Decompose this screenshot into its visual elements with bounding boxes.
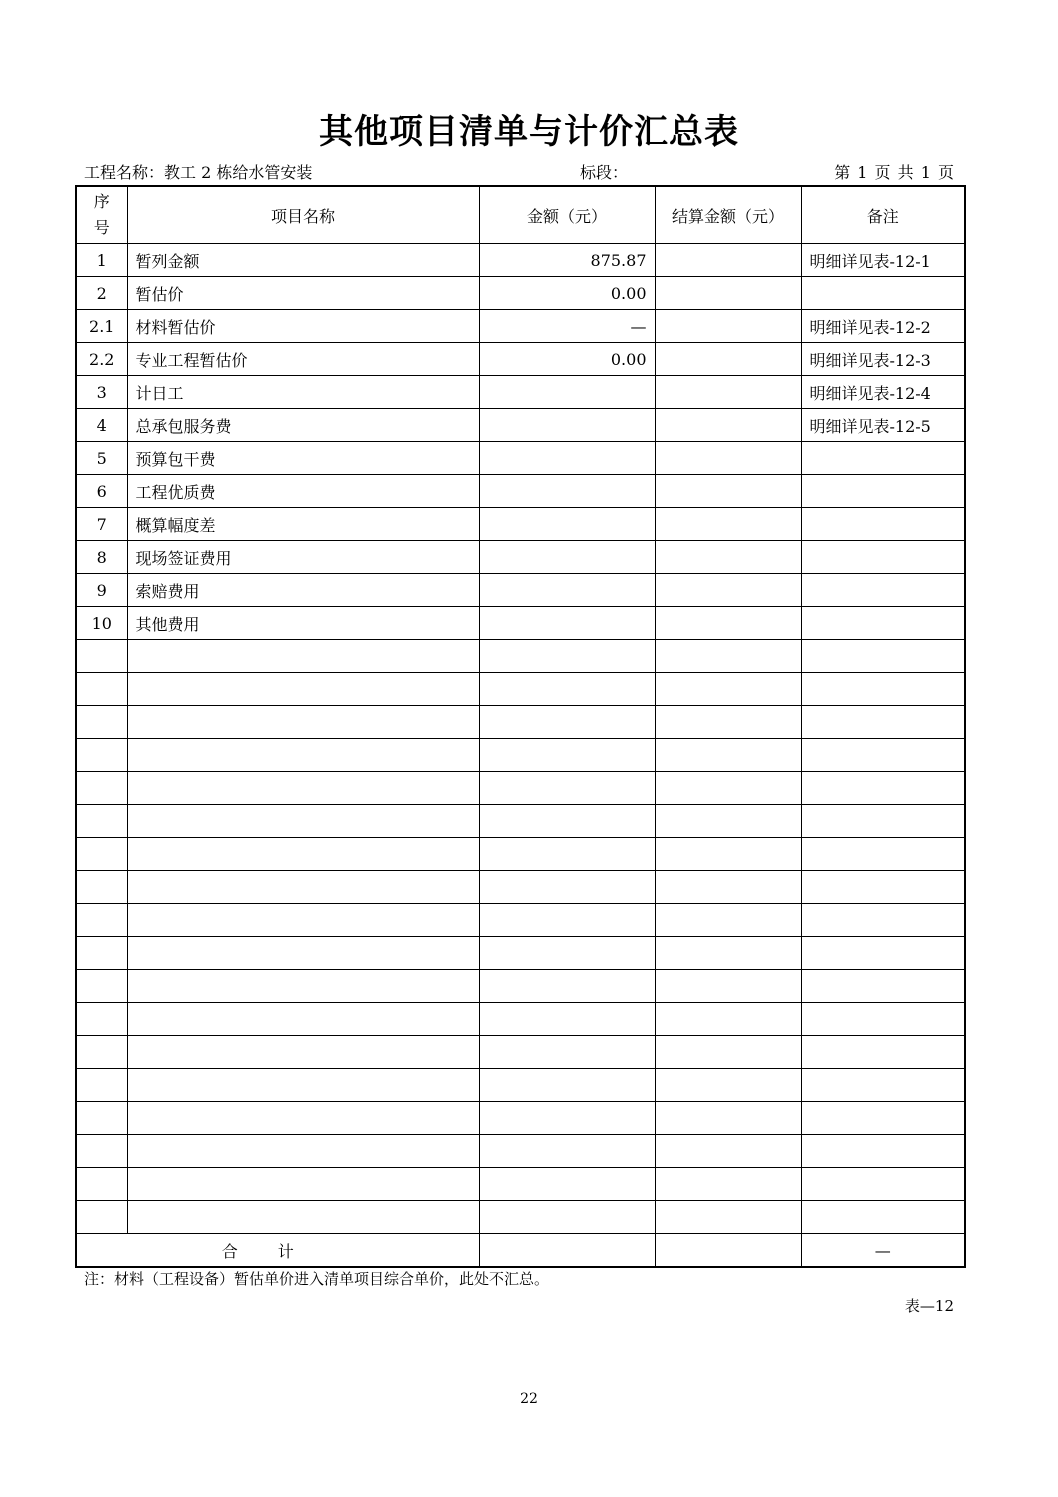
summary-table bbox=[75, 185, 966, 1268]
cell-remark bbox=[801, 475, 965, 508]
cell-remark-empty bbox=[801, 1069, 965, 1102]
cell-no-empty bbox=[76, 1168, 127, 1201]
cell-no-empty bbox=[76, 904, 127, 937]
table-body bbox=[76, 244, 965, 1234]
cell-settled bbox=[655, 607, 801, 640]
cell-settled bbox=[655, 310, 801, 343]
cell-remark-empty bbox=[801, 1036, 965, 1069]
cell-remark: 明细详见表-12-4 bbox=[801, 376, 965, 409]
cell-name: 预算包干费 bbox=[127, 442, 479, 475]
cell-settled-empty bbox=[655, 805, 801, 838]
cell-amount-empty bbox=[479, 640, 655, 673]
cell-no: 9 bbox=[76, 574, 127, 607]
cell-name-empty bbox=[127, 706, 479, 739]
empty-row bbox=[76, 1036, 965, 1069]
empty-row bbox=[76, 1168, 965, 1201]
cell-no: 2.1 bbox=[76, 310, 127, 343]
cell-amount bbox=[479, 409, 655, 442]
project-name: 工程名称：教工 2 栋给水管安装 bbox=[84, 163, 313, 182]
cell-amount-empty bbox=[479, 871, 655, 904]
footnote: 注：材料（工程设备）暂估单价进入清单项目综合单价，此处不汇总。 bbox=[84, 1270, 550, 1288]
cell-no: 2.2 bbox=[76, 343, 127, 376]
cell-settled-empty bbox=[655, 1003, 801, 1036]
cell-settled bbox=[655, 244, 801, 277]
cell-name-empty bbox=[127, 772, 479, 805]
cell-name-empty bbox=[127, 673, 479, 706]
empty-row bbox=[76, 871, 965, 904]
empty-row bbox=[76, 1069, 965, 1102]
cell-amount-empty bbox=[479, 1102, 655, 1135]
cell-no: 7 bbox=[76, 508, 127, 541]
cell-remark-empty bbox=[801, 871, 965, 904]
cell-name-empty bbox=[127, 1201, 479, 1234]
table-row bbox=[76, 409, 965, 442]
cell-settled-empty bbox=[655, 1036, 801, 1069]
cell-amount bbox=[479, 376, 655, 409]
cell-remark-empty bbox=[801, 1135, 965, 1168]
cell-settled bbox=[655, 343, 801, 376]
cell-no-empty bbox=[76, 1036, 127, 1069]
cell-name-empty bbox=[127, 640, 479, 673]
cell-settled bbox=[655, 277, 801, 310]
cell-no-empty bbox=[76, 706, 127, 739]
cell-no: 2 bbox=[76, 277, 127, 310]
cell-no-empty bbox=[76, 640, 127, 673]
cell-amount bbox=[479, 541, 655, 574]
table-row bbox=[76, 442, 965, 475]
cell-remark-empty bbox=[801, 640, 965, 673]
empty-row bbox=[76, 937, 965, 970]
cell-name: 暂列金额 bbox=[127, 244, 479, 277]
cell-settled-empty bbox=[655, 1168, 801, 1201]
cell-amount-empty bbox=[479, 970, 655, 1003]
table-row bbox=[76, 508, 965, 541]
cell-name: 总承包服务费 bbox=[127, 409, 479, 442]
cell-amount-empty bbox=[479, 706, 655, 739]
cell-settled-empty bbox=[655, 706, 801, 739]
cell-name: 工程优质费 bbox=[127, 475, 479, 508]
cell-amount bbox=[479, 574, 655, 607]
empty-row bbox=[76, 904, 965, 937]
cell-settled-empty bbox=[655, 970, 801, 1003]
cell-settled bbox=[655, 442, 801, 475]
cell-amount bbox=[479, 442, 655, 475]
cell-no-empty bbox=[76, 805, 127, 838]
cell-remark bbox=[801, 574, 965, 607]
table-row bbox=[76, 277, 965, 310]
cell-amount-empty bbox=[479, 673, 655, 706]
cell-remark-empty bbox=[801, 739, 965, 772]
empty-row bbox=[76, 640, 965, 673]
empty-row bbox=[76, 1003, 965, 1036]
cell-remark: 明细详见表-12-3 bbox=[801, 343, 965, 376]
cell-name: 现场签证费用 bbox=[127, 541, 479, 574]
cell-no: 3 bbox=[76, 376, 127, 409]
cell-settled-empty bbox=[655, 772, 801, 805]
total-row bbox=[76, 1234, 965, 1268]
cell-no-empty bbox=[76, 970, 127, 1003]
cell-remark bbox=[801, 607, 965, 640]
empty-row bbox=[76, 970, 965, 1003]
header-row bbox=[76, 186, 965, 244]
empty-row bbox=[76, 1201, 965, 1234]
total-remark: — bbox=[801, 1234, 965, 1268]
table-row bbox=[76, 310, 965, 343]
cell-remark-empty bbox=[801, 1003, 965, 1036]
cell-settled bbox=[655, 475, 801, 508]
cell-no: 5 bbox=[76, 442, 127, 475]
cell-settled bbox=[655, 409, 801, 442]
cell-name-empty bbox=[127, 904, 479, 937]
total-settled bbox=[655, 1234, 801, 1268]
page-title: 其他项目清单与计价汇总表 bbox=[319, 112, 739, 152]
cell-name-empty bbox=[127, 805, 479, 838]
cell-no: 10 bbox=[76, 607, 127, 640]
cell-settled-empty bbox=[655, 739, 801, 772]
total-amount bbox=[479, 1234, 655, 1268]
empty-row bbox=[76, 838, 965, 871]
cell-settled-empty bbox=[655, 904, 801, 937]
cell-name-empty bbox=[127, 970, 479, 1003]
cell-name: 材料暂估价 bbox=[127, 310, 479, 343]
header-remark: 备注 bbox=[801, 186, 965, 244]
empty-row bbox=[76, 1135, 965, 1168]
cell-amount-empty bbox=[479, 1003, 655, 1036]
cell-name-empty bbox=[127, 1168, 479, 1201]
cell-remark-empty bbox=[801, 805, 965, 838]
cell-amount bbox=[479, 607, 655, 640]
cell-name-empty bbox=[127, 838, 479, 871]
cell-amount bbox=[479, 475, 655, 508]
cell-name: 索赔费用 bbox=[127, 574, 479, 607]
cell-name-empty bbox=[127, 937, 479, 970]
table-code: 表—12 bbox=[904, 1297, 954, 1315]
cell-name-empty bbox=[127, 1036, 479, 1069]
cell-remark-empty bbox=[801, 1102, 965, 1135]
cell-remark bbox=[801, 442, 965, 475]
header-no-line2: 号 bbox=[93, 218, 110, 237]
cell-no-empty bbox=[76, 772, 127, 805]
cell-settled-empty bbox=[655, 1069, 801, 1102]
table-row bbox=[76, 343, 965, 376]
cell-settled-empty bbox=[655, 673, 801, 706]
cell-remark bbox=[801, 277, 965, 310]
empty-row bbox=[76, 805, 965, 838]
cell-no-empty bbox=[76, 1069, 127, 1102]
cell-remark-empty bbox=[801, 937, 965, 970]
cell-amount-empty bbox=[479, 739, 655, 772]
table-row bbox=[76, 475, 965, 508]
cell-settled bbox=[655, 574, 801, 607]
cell-amount: — bbox=[479, 310, 655, 343]
cell-no: 6 bbox=[76, 475, 127, 508]
cell-no: 4 bbox=[76, 409, 127, 442]
cell-no-empty bbox=[76, 1135, 127, 1168]
header-no bbox=[76, 186, 127, 244]
cell-no-empty bbox=[76, 673, 127, 706]
cell-name: 专业工程暂估价 bbox=[127, 343, 479, 376]
cell-no-empty bbox=[76, 1003, 127, 1036]
cell-remark-empty bbox=[801, 673, 965, 706]
cell-no: 1 bbox=[76, 244, 127, 277]
cell-remark-empty bbox=[801, 970, 965, 1003]
cell-amount: 875.87 bbox=[479, 244, 655, 277]
cell-name-empty bbox=[127, 871, 479, 904]
section-label: 标段： bbox=[580, 163, 629, 182]
cell-remark bbox=[801, 541, 965, 574]
total-label: 合计 bbox=[76, 1234, 479, 1268]
cell-remark: 明细详见表-12-1 bbox=[801, 244, 965, 277]
header-settled: 结算金额（元） bbox=[655, 186, 801, 244]
cell-remark-empty bbox=[801, 1201, 965, 1234]
cell-amount-empty bbox=[479, 772, 655, 805]
table-row bbox=[76, 244, 965, 277]
cell-settled-empty bbox=[655, 838, 801, 871]
cell-amount bbox=[479, 508, 655, 541]
cell-remark: 明细详见表-12-2 bbox=[801, 310, 965, 343]
table-row bbox=[76, 541, 965, 574]
cell-remark-empty bbox=[801, 706, 965, 739]
header-amount: 金额（元） bbox=[479, 186, 655, 244]
empty-row bbox=[76, 1102, 965, 1135]
cell-no-empty bbox=[76, 1102, 127, 1135]
cell-amount-empty bbox=[479, 1069, 655, 1102]
cell-amount-empty bbox=[479, 1036, 655, 1069]
cell-no-empty bbox=[76, 937, 127, 970]
cell-settled-empty bbox=[655, 1135, 801, 1168]
cell-settled-empty bbox=[655, 640, 801, 673]
cell-settled bbox=[655, 508, 801, 541]
cell-name: 其他费用 bbox=[127, 607, 479, 640]
cell-amount: 0.00 bbox=[479, 343, 655, 376]
empty-row bbox=[76, 772, 965, 805]
cell-remark-empty bbox=[801, 1168, 965, 1201]
cell-name-empty bbox=[127, 1003, 479, 1036]
cell-name-empty bbox=[127, 1102, 479, 1135]
cell-amount-empty bbox=[479, 838, 655, 871]
cell-amount: 0.00 bbox=[479, 277, 655, 310]
empty-row bbox=[76, 706, 965, 739]
cell-remark bbox=[801, 508, 965, 541]
cell-remark-empty bbox=[801, 772, 965, 805]
cell-no-empty bbox=[76, 1201, 127, 1234]
cell-name: 概算幅度差 bbox=[127, 508, 479, 541]
cell-amount-empty bbox=[479, 805, 655, 838]
cell-no: 8 bbox=[76, 541, 127, 574]
cell-settled bbox=[655, 376, 801, 409]
cell-settled-empty bbox=[655, 1201, 801, 1234]
cell-remark-empty bbox=[801, 904, 965, 937]
cell-name: 计日工 bbox=[127, 376, 479, 409]
cell-remark-empty bbox=[801, 838, 965, 871]
table-row bbox=[76, 607, 965, 640]
cell-remark: 明细详见表-12-5 bbox=[801, 409, 965, 442]
page-indicator: 第 1 页 共 1 页 bbox=[834, 163, 954, 182]
header-no-line1: 序 bbox=[93, 192, 110, 211]
cell-amount-empty bbox=[479, 1201, 655, 1234]
empty-row bbox=[76, 673, 965, 706]
cell-no-empty bbox=[76, 739, 127, 772]
table-row bbox=[76, 574, 965, 607]
header-name: 项目名称 bbox=[127, 186, 479, 244]
cell-name-empty bbox=[127, 1069, 479, 1102]
cell-name-empty bbox=[127, 739, 479, 772]
cell-amount-empty bbox=[479, 1168, 655, 1201]
table-row bbox=[76, 376, 965, 409]
cell-no-empty bbox=[76, 838, 127, 871]
cell-name: 暂估价 bbox=[127, 277, 479, 310]
cell-settled-empty bbox=[655, 1102, 801, 1135]
page-number: 22 bbox=[520, 1391, 538, 1407]
cell-settled-empty bbox=[655, 871, 801, 904]
cell-amount-empty bbox=[479, 937, 655, 970]
empty-row bbox=[76, 739, 965, 772]
cell-amount-empty bbox=[479, 1135, 655, 1168]
cell-settled-empty bbox=[655, 937, 801, 970]
cell-no-empty bbox=[76, 871, 127, 904]
cell-settled bbox=[655, 541, 801, 574]
cell-name-empty bbox=[127, 1135, 479, 1168]
cell-amount-empty bbox=[479, 904, 655, 937]
